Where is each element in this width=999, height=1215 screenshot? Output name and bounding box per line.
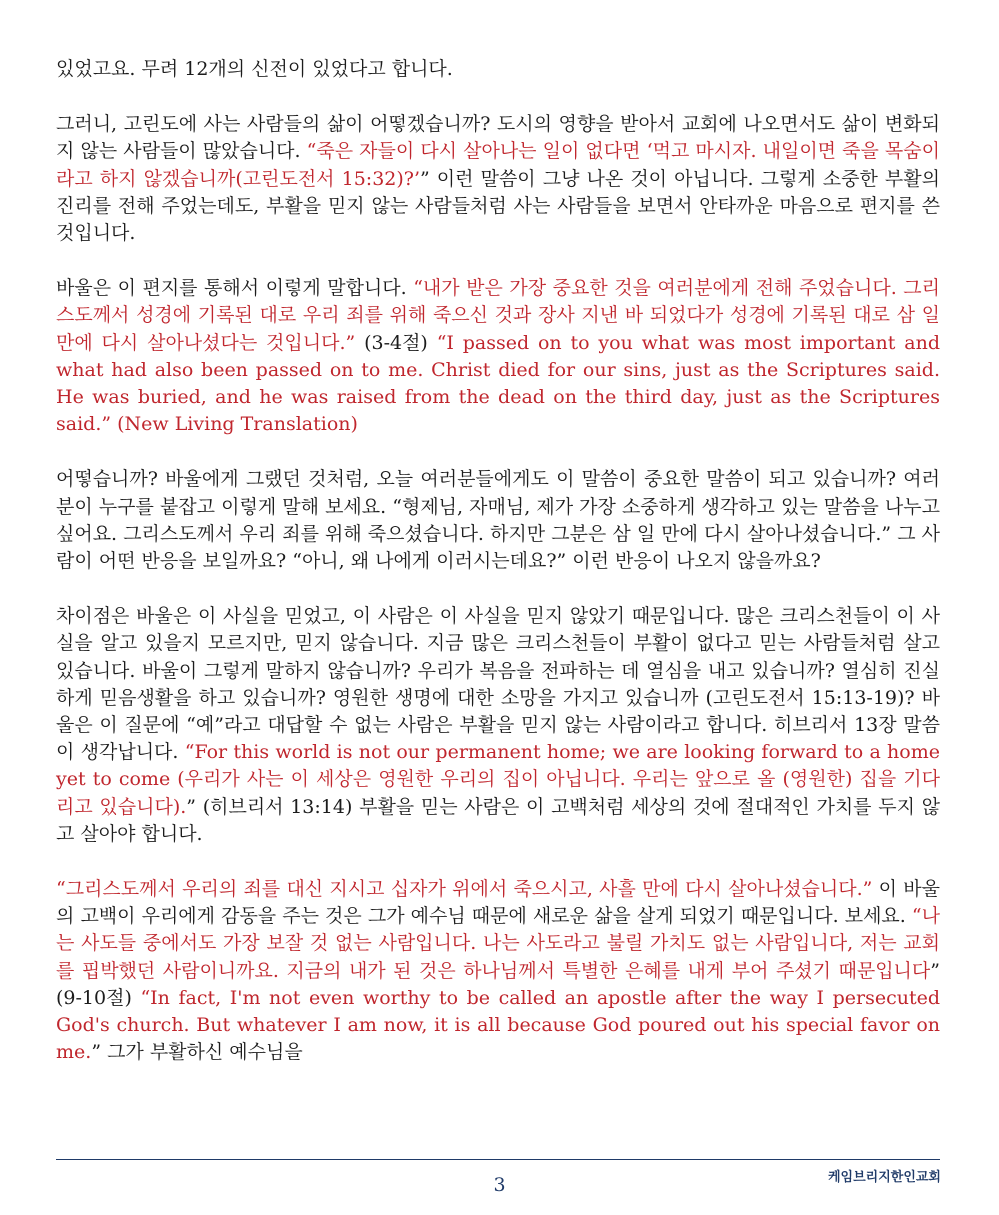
paragraph-1	[56, 56, 940, 83]
document-body	[56, 56, 940, 1095]
text-run: 이 바울의 고백이 우리에게 감동을 주는 것은 그가 예수님 때문에 새로운 삶을 살게 되었기 때문입니다. 보세요.	[56, 878, 940, 928]
text-run: ” (히브리서 13:14) 부활을 믿는 사람은 이 고백처럼 세상의 것에 절대적인 가치를 두지 않고 살아야 합니다.	[56, 795, 940, 845]
paragraph-3	[56, 275, 940, 438]
text-run: ” (9-10절)	[56, 959, 940, 1009]
scripture-quote-english: “In fact, I'm not even worthy to be called an apostle after the way I persecuted God's church. But whatever I am now, it is all because God poured out his special favor on me.	[56, 986, 941, 1064]
paragraph-6	[56, 876, 940, 1066]
page-number: 3	[493, 1174, 506, 1196]
scripture-quote: “죽은 자들이 다시 살아나는 일이 없다면 ‘먹고 마시자. 내일이면 죽을 목숨이라고 하지 않겠습니까(고린도전서 15:32)?’	[56, 140, 940, 190]
scripture-quote-english: “I passed on to you what was most important and what had also been passed on to me. Christ died for our sins, just as the Scriptures said. He was buried, and he was raised from the dead on the third day, just as the Scriptures said.” (New Living Translation)	[56, 331, 940, 436]
text-run: (3-4절)	[355, 331, 437, 354]
church-name: 케임브리지한인교회	[827, 1170, 941, 1185]
scripture-quote: “나는 사도들 중에서도 가장 보잘 것 없는 사람입니다. 나는 사도라고 불릴 가치도 없는 사람입니다, 저는 교회를 핍박했던 사람이니까요. 지금의 내가 된 것은 하나님께서 특별한 은혜를 내게 부어 주셨기 때문입니다	[56, 905, 940, 982]
paragraph-5	[56, 603, 940, 848]
paragraph-2	[56, 111, 940, 247]
text-run: 바울은 이 편지를 통해서 이렇게 말합니다.	[56, 277, 414, 300]
scripture-quote: “For this world is not our permanent home; we are looking forward to a home yet to come (우리가 사는 이 세상은 영원한 우리의 집이 아닙니다. 우리는 앞으로 올 (영원한) 집을 기다리고 있습니다).	[56, 741, 940, 818]
scripture-quote: “내가 받은 가장 중요한 것을 여러분에게 전해 주었습니다. 그리스도께서 성경에 기록된 대로 우리 죄를 위해 죽으신 것과 장사 지낸 바 되었다가 성경에 기록된 대로 삼 일 만에 다시 살아나셨다는 것입니다.”	[56, 277, 940, 354]
text-run: 있었고요. 무려 12개의 신전이 있었다고 합니다.	[56, 58, 453, 80]
paragraph-4	[56, 466, 940, 575]
text-run: 차이점은 바울은 이 사실을 믿었고, 이 사람은 이 사실을 믿지 않았기 때문입니다. 많은 크리스천들이 이 사실을 알고 있을지 모르지만, 믿지 않습니다. 지금 많은 크리스천들이 부활이 없다고 믿는 사람들처럼 살고 있습니다. 바울이 그렇게 말하지 않습니까? 우리가 복음을 전파하는 데 열심을 내고 있습니까? 열심히 진실하게 믿음생활을 하고 있습니까? 영원한 생명에 대한 소망을 가지고 있습니까 (고린도전서 15:13-19)? 바울은 이 질문에 “예”라고 대답할 수 없는 사람은 부활을 믿지 않는 사람이라고 합니다. 히브리서 13장 말씀이 생각납니다.	[56, 605, 940, 764]
text-run: 어떻습니까? 바울에게 그랬던 것처럼, 오늘 여러분들에게도 이 말씀이 중요한 말씀이 되고 있습니까? 여러분이 누구를 붙잡고 이렇게 말해 보세요. “형제님, 자매님, 제가 가장 소중하게 생각하고 있는 말씀을 나누고 싶어요. 그리스도께서 우리 죄를 위해 죽으셨습니다. 하지만 그분은 삼 일 만에 다시 살아나셨습니다.” 그 사람이 어떤 반응을 보일까요? “아니, 왜 나에게 이러시는데요?” 이런 반응이 나오지 않을까요?	[56, 468, 940, 573]
text-run: ” 이런 말씀이 그냥 나온 것이 아닙니다. 그렇게 소중한 부활의 진리를 전해 주었는데도, 부활을 믿지 않는 사람들처럼 사는 사람들을 보면서 안타까운 마음으로 편지를 쓴 것입니다.	[56, 167, 940, 245]
text-run: ” 그가 부활하신 예수님을	[91, 1041, 303, 1064]
scripture-quote: “그리스도께서 우리의 죄를 대신 지시고 십자가 위에서 죽으시고, 사흘 만에 다시 살아나셨습니다.”	[56, 878, 873, 901]
text-run: 그러니, 고린도에 사는 사람들의 삶이 어떻겠습니까? 도시의 영향을 받아서 교회에 나오면서도 삶이 변화되지 않는 사람들이 많았습니다.	[56, 113, 940, 163]
footer-divider	[56, 1159, 940, 1160]
